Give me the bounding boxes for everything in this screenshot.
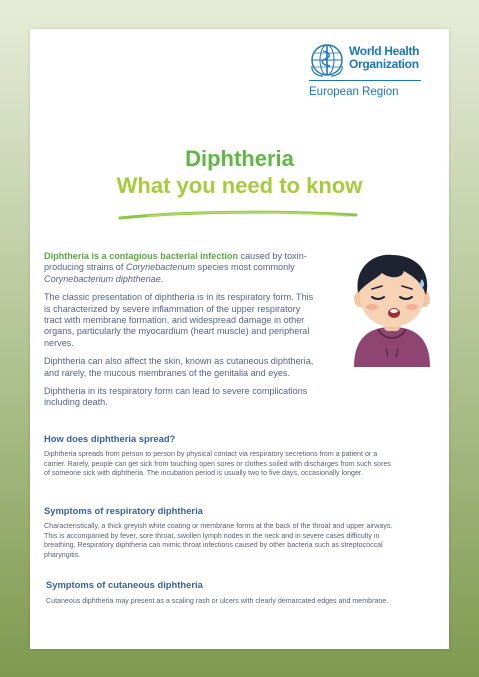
intro-paragraph-3: Diphtheria can also affect the skin, known as cutaneous diphtheria, and rarely, the mucous membranes of the genitalia and eyes. (44, 356, 314, 378)
page-title: Diphtheria (185, 146, 294, 171)
logo-divider (309, 80, 421, 81)
section-heading-respiratory: Symptoms of respiratory diphtheria (44, 505, 203, 516)
section-body-cutaneous: Cutaneous diphtheria may present as a scaling rash or ulcers with clearly demarcated edges and membrane. (46, 597, 389, 605)
region-label: European Region (309, 86, 399, 98)
who-emblem-icon (309, 42, 345, 78)
intro-paragraph-2: The classic presentation of diphtheria is in its respiratory form. This is characterized by severe inflammation of the upper respiratory tract with membrane formation, and widespread damage in other organs, particularly the myocardium (heart muscle) and peripheral nerves. (44, 292, 314, 348)
org-name: World Health Organization (349, 44, 420, 71)
page-subtitle: What you need to know (116, 173, 363, 198)
document-page (30, 29, 449, 649)
section-body-respiratory: Characteristically, a thick greyish white coating or membrane forms at the back of the throat and upper airways. This is accompanied by fever, sore throat, swollen lymph nodes in the neck and in severe cases difficulty in breathing. Respiratory diphtheria can mimic throat infections caused by other bacteria such as streptococcal pharyngitis. (44, 522, 393, 559)
section-heading-cutaneous: Symptoms of cutaneous diphtheria (46, 579, 203, 590)
intro-text (44, 251, 316, 416)
section-body-spread: Diphtheria spreads from person to person by physical contact via respiratory secretions from a patient or a carrier. Rarely, people can get sick from touching open sores or clothes soiled with discharges from such sores of someone sick with diphtheria. The incubation period is usually two to five days, occasionally longer. (44, 450, 391, 478)
intro-paragraph-1: Diphtheria is a contagious bacterial infection caused by toxin-producing strains of Corynebacterium species most commonly Corynebacterium diphtheriae. (44, 251, 307, 284)
intro-paragraph-4: Diphtheria in its respiratory form can lead to severe complications including death. (44, 386, 308, 408)
sick-child-illustration (346, 249, 438, 369)
decorative-swoosh (118, 208, 358, 222)
section-heading-spread: How does diphtheria spread? (44, 433, 176, 444)
